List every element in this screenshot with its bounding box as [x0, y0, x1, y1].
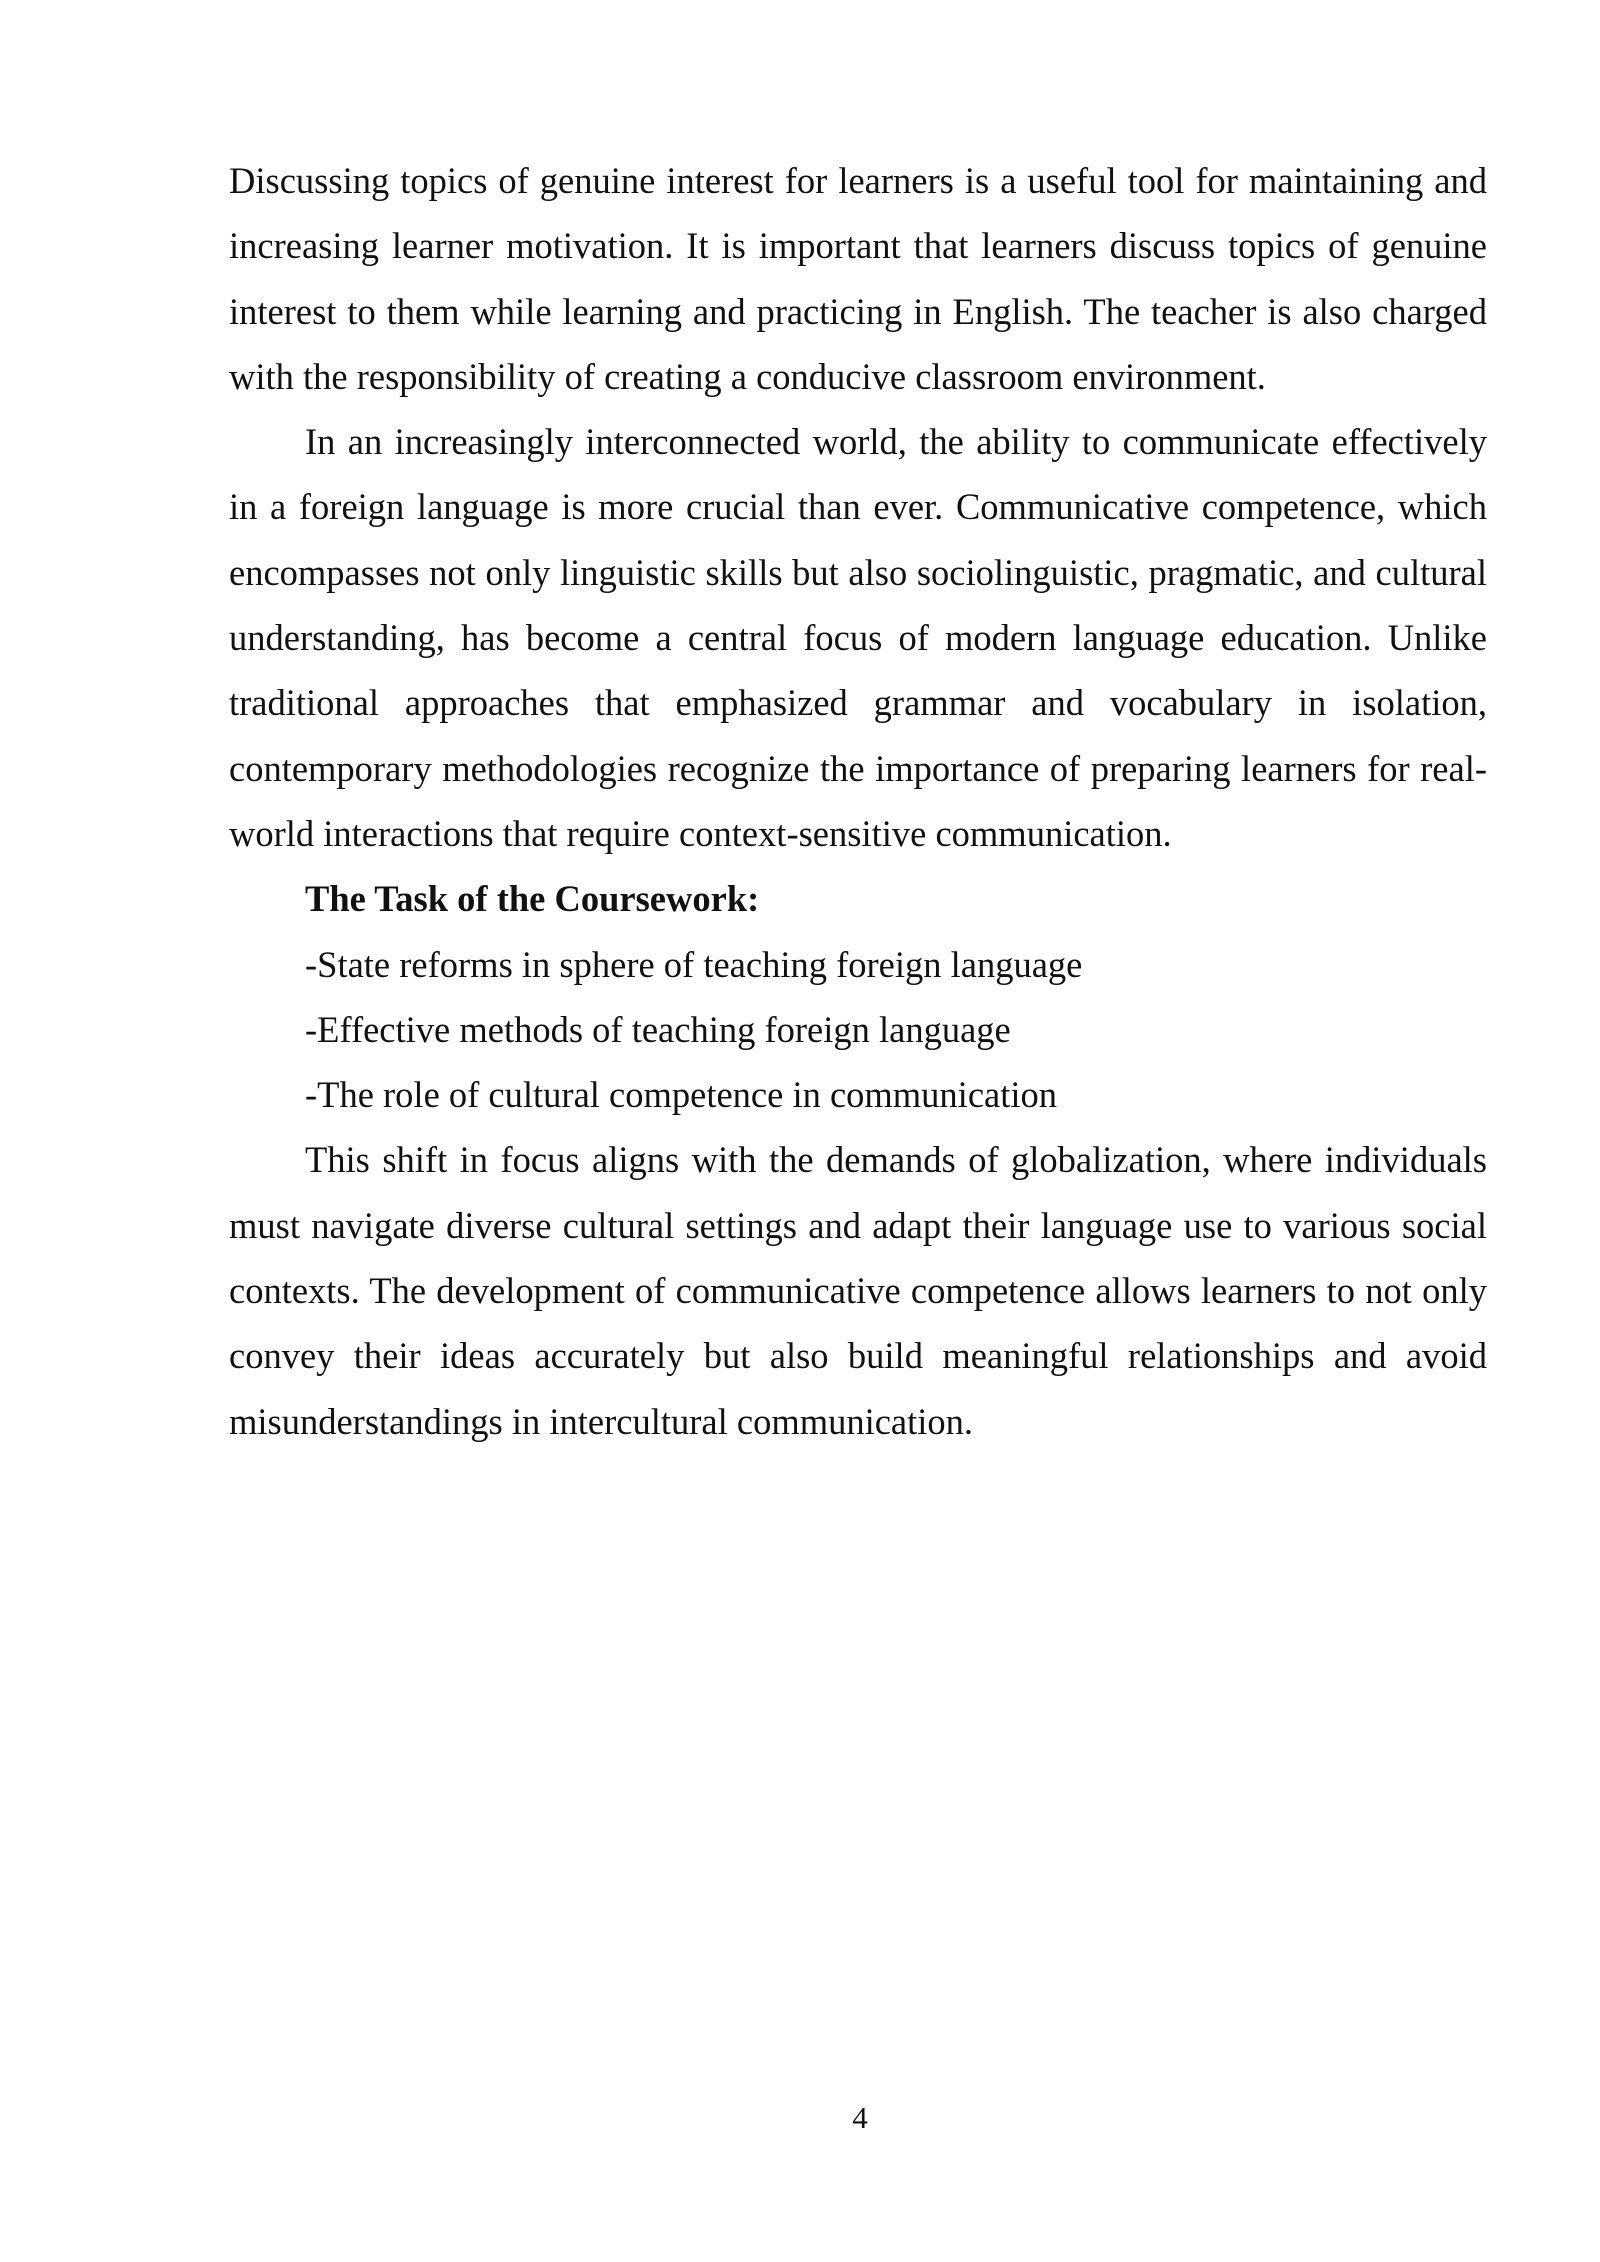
- task-item-state-reforms: -State reforms in sphere of teaching foreign language: [305, 943, 1083, 985]
- page-number: 4: [852, 2100, 868, 2135]
- paragraph-motivation: Discussing topics of genuine interest for learners is a useful tool for maintaining and increasing learner motivation. It is important that learners discuss topics of genuine interest to them while learning and practicing in English. The teacher is also charged with the responsibility of creating a conducive classroom environment.: [229, 160, 1487, 397]
- paragraph-globalization: This shift in focus aligns with the demands of globalization, where individuals must navigate diverse cultural settings and adapt their language use to various social contexts. The development of communicative competence allows learners to not only convey their ideas accurately but also build meaningful relationships and avoid misunderstandings in intercultural communication.: [229, 1139, 1487, 1442]
- task-item-effective-methods: -Effective methods of teaching foreign language: [305, 1008, 1011, 1050]
- task-item-cultural-competence: -The role of cultural competence in communication: [305, 1074, 1058, 1116]
- body-text: [229, 148, 1487, 1454]
- paragraph-communicative-competence: In an increasingly interconnected world, the ability to communicate effectively in a foreign language is more crucial than ever. Communicative competence, which encompasses not only linguistic skills but also sociolinguistic, pragmatic, and cultural understanding, has become a central focus of modern language education. Unlike traditional approaches that emphasized grammar and vocabulary in isolation, contemporary methodologies recognize the importance of preparing learners for real-world interactions that require context-sensitive communication.: [229, 421, 1487, 854]
- task-heading: The Task of the Coursework:: [305, 878, 760, 920]
